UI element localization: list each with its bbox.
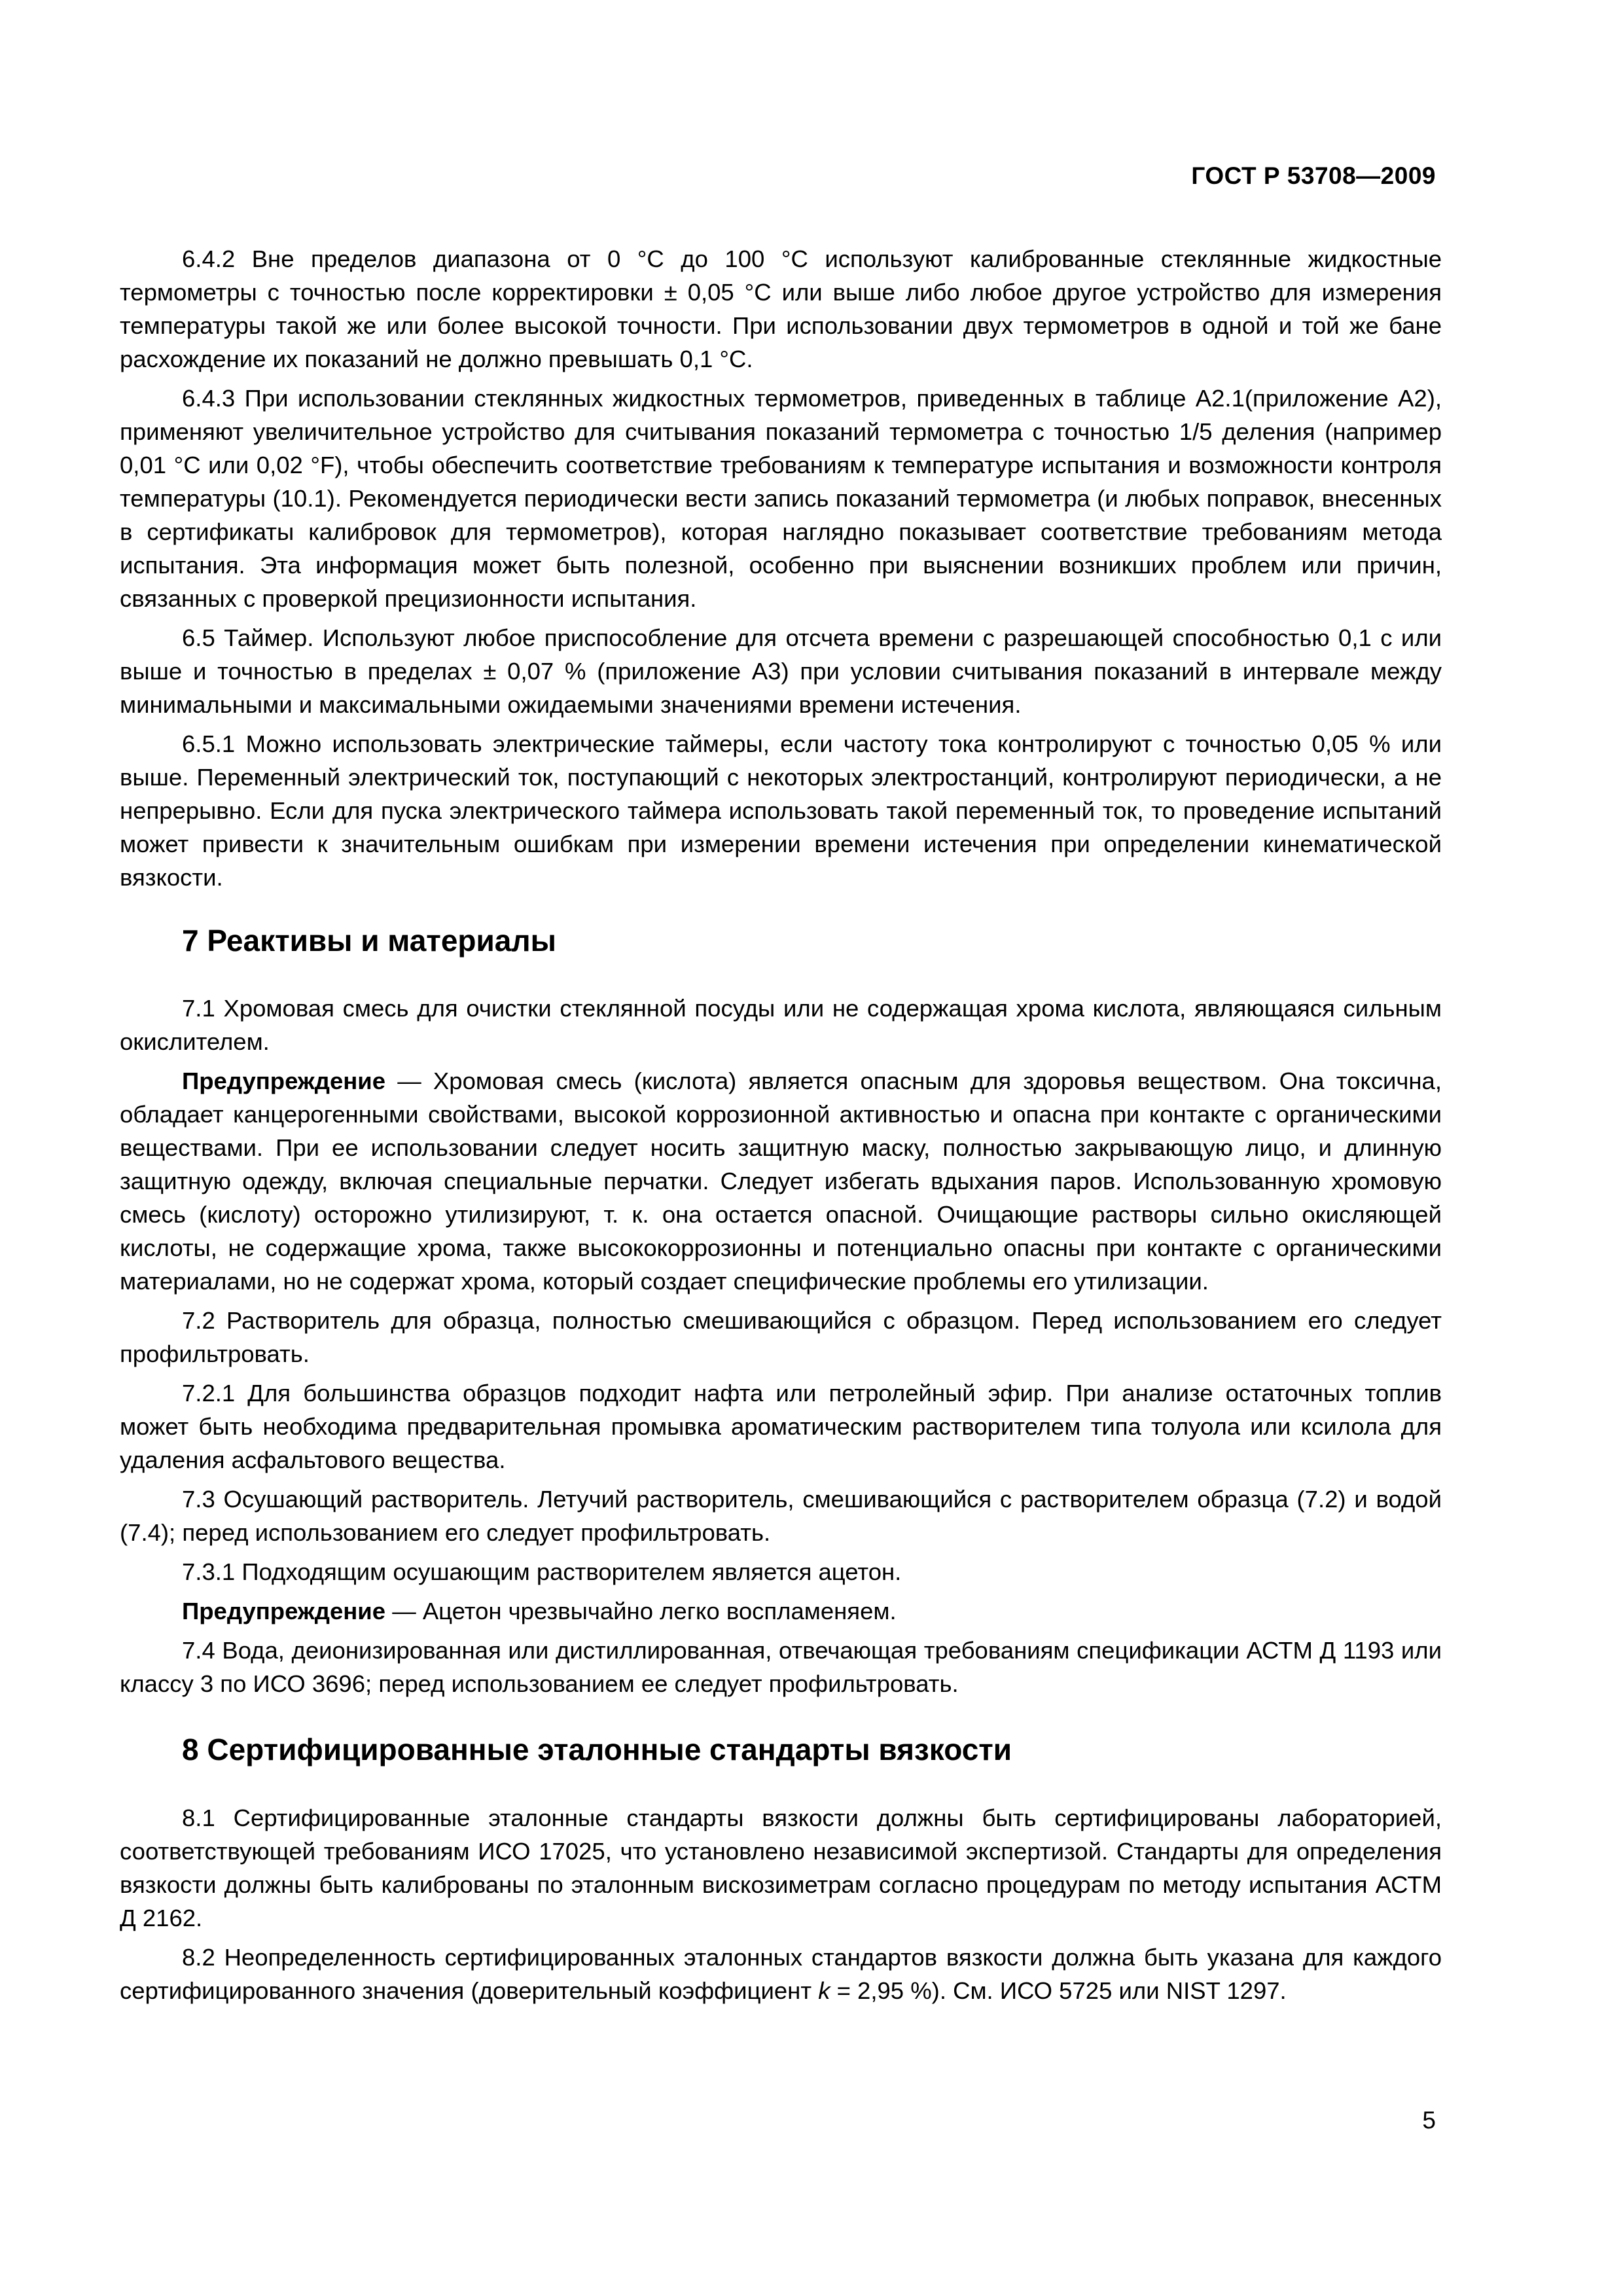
warning-text: — Хромовая смесь (кислота) является опасным для здоровья веществом. Она токсична, обладает канцерогенными свойствами, высокой коррозионной активностью и опасна при контакте с органическими веществами. При ее использовании следует носить защитную маску, полностью закрывающую лицо, и длинную защитную одежду, включая специальные перчатки. Следует избегать вдыхания паров. Использованную хромовую смесь (кислоту) осторожно утилизируют, т. к. она остается опасной. Очищающие растворы сильно окисляющей кислоты, не содержащие хрома, также высококоррозионны и потенциально опасны при контакте с органическими материалами, но не содержат хрома, который создает специфические проблемы его утилизации. (120, 1067, 1442, 1295)
warning-acetone (120, 1594, 1442, 1628)
section-7-heading: 7 Реактивы и материалы (182, 924, 556, 958)
warning-text: — Ацетон чрезвычайно легко воспламеняем. (385, 1598, 897, 1624)
coverage-factor-symbol: k (818, 1977, 830, 2004)
paragraph-7-1: 7.1 Хромовая смесь для очистки стеклянной посуды или не содержащая хрома кислота, являющаяся сильным окислителем. (120, 995, 1442, 1055)
section-8-heading: 8 Сертифицированные эталонные стандарты вязкости (182, 1732, 1012, 1767)
paragraph-6-5-1: 6.5.1 Можно использовать электрические таймеры, если частоту тока контролируют с точностью 0,05 % или выше. Переменный электрический ток, поступающий с некоторых электростанций, контролируют периодически, а не непрерывно. Если для пуска электрического таймера использовать такой переменный ток, то проведение испытаний может привести к значительным ошибкам при измерении времени истечения при определении кинематической вязкости. (120, 730, 1442, 891)
paragraph-7-2: 7.2 Растворитель для образца, полностью смешивающийся с образцом. Перед использованием его следует профильтровать. (120, 1307, 1442, 1367)
page-body (120, 242, 1442, 2013)
paragraph-6-4-2: 6.4.2 Вне пределов диапазона от 0 °С до 100 °С используют калиброванные стеклянные жидкостные термометры с точностью после корректировки ± 0,05 °С или выше либо любое другое устройство для измерения температуры такой же или более высокой точности. При использовании двух термометров в одной и той же бане расхождение их показаний не должно превышать 0,1 °С. (120, 245, 1442, 372)
warning-chromic-mixture (120, 1064, 1442, 1298)
page-number: 5 (1422, 2107, 1436, 2134)
paragraph-8-2-text: 8.2 Неопределенность сертифицированных эталонных стандартов вязкости должна быть указана для каждого сертифицированного значения (доверительный коэффициент (120, 1944, 1442, 2004)
paragraph-8-2-text-end: = 2,95 %). См. ИСО 5725 или NIST 1297. (830, 1977, 1287, 2004)
warning-label: Предупреждение (182, 1598, 386, 1624)
paragraph-8-1: 8.1 Сертифицированные эталонные стандарты вязкости должны быть сертифицированы лабораторией, соответствующей требованиям ИСО 17025, что установлено независимой экспертизой. Стандарты для определения вязкости должны быть калиброваны по эталонным вискозиметрам согласно процедурам по методу испытания АСТМ Д 2162. (120, 1804, 1442, 1931)
paragraph-6-5: 6.5 Таймер. Используют любое приспособление для отсчета времени с разрешающей способностью 0,1 с или выше и точностью в пределах ± 0,07 % (приложение А3) при условии считывания показаний в интервале между минимальными и максимальными ожидаемыми значениями времени истечения. (120, 624, 1442, 718)
paragraph-7-4: 7.4 Вода, деионизированная или дистиллированная, отвечающая требованиям спецификации АСТМ Д 1193 или классу 3 по ИСО 3696; перед использованием ее следует профильтровать. (120, 1637, 1442, 1697)
paragraph-7-2-1: 7.2.1 Для большинства образцов подходит нафта или петролейный эфир. При анализе остаточных топлив может быть необходима предварительная промывка ароматическим растворителем типа толуола или ксилола для удаления асфальтового вещества. (120, 1380, 1442, 1473)
warning-label: Предупреждение (182, 1067, 386, 1094)
paragraph-7-3-1: 7.3.1 Подходящим осушающим растворителем является ацетон. (182, 1558, 902, 1585)
paragraph-6-4-3: 6.4.3 При использовании стеклянных жидкостных термометров, приведенных в таблице А2.1(приложение А2), применяют увеличительное устройство для считывания показаний термометра с точностью 1/5 деления (например 0,01 °С или 0,02 °F), чтобы обеспечить соответствие требованиям к температуре испытания и возможности контроля температуры (10.1). Рекомендуется периодически вести запись показаний термометра (и любых поправок, внесенных в сертификаты калибровок для термометров), которая наглядно показывает соответствие требованиям метода испытания. Эта информация может быть полезной, особенно при выяснении возникших проблем или причин, связанных с проверкой прецизионности испытания. (120, 385, 1442, 612)
paragraph-8-2 (120, 1941, 1442, 2007)
standard-designation: ГОСТ Р 53708—2009 (1191, 162, 1436, 189)
paragraph-7-3: 7.3 Осушающий растворитель. Летучий растворитель, смешивающийся с растворителем образца (7.2) и водой (7.4); перед использованием его следует профильтровать. (120, 1486, 1442, 1546)
